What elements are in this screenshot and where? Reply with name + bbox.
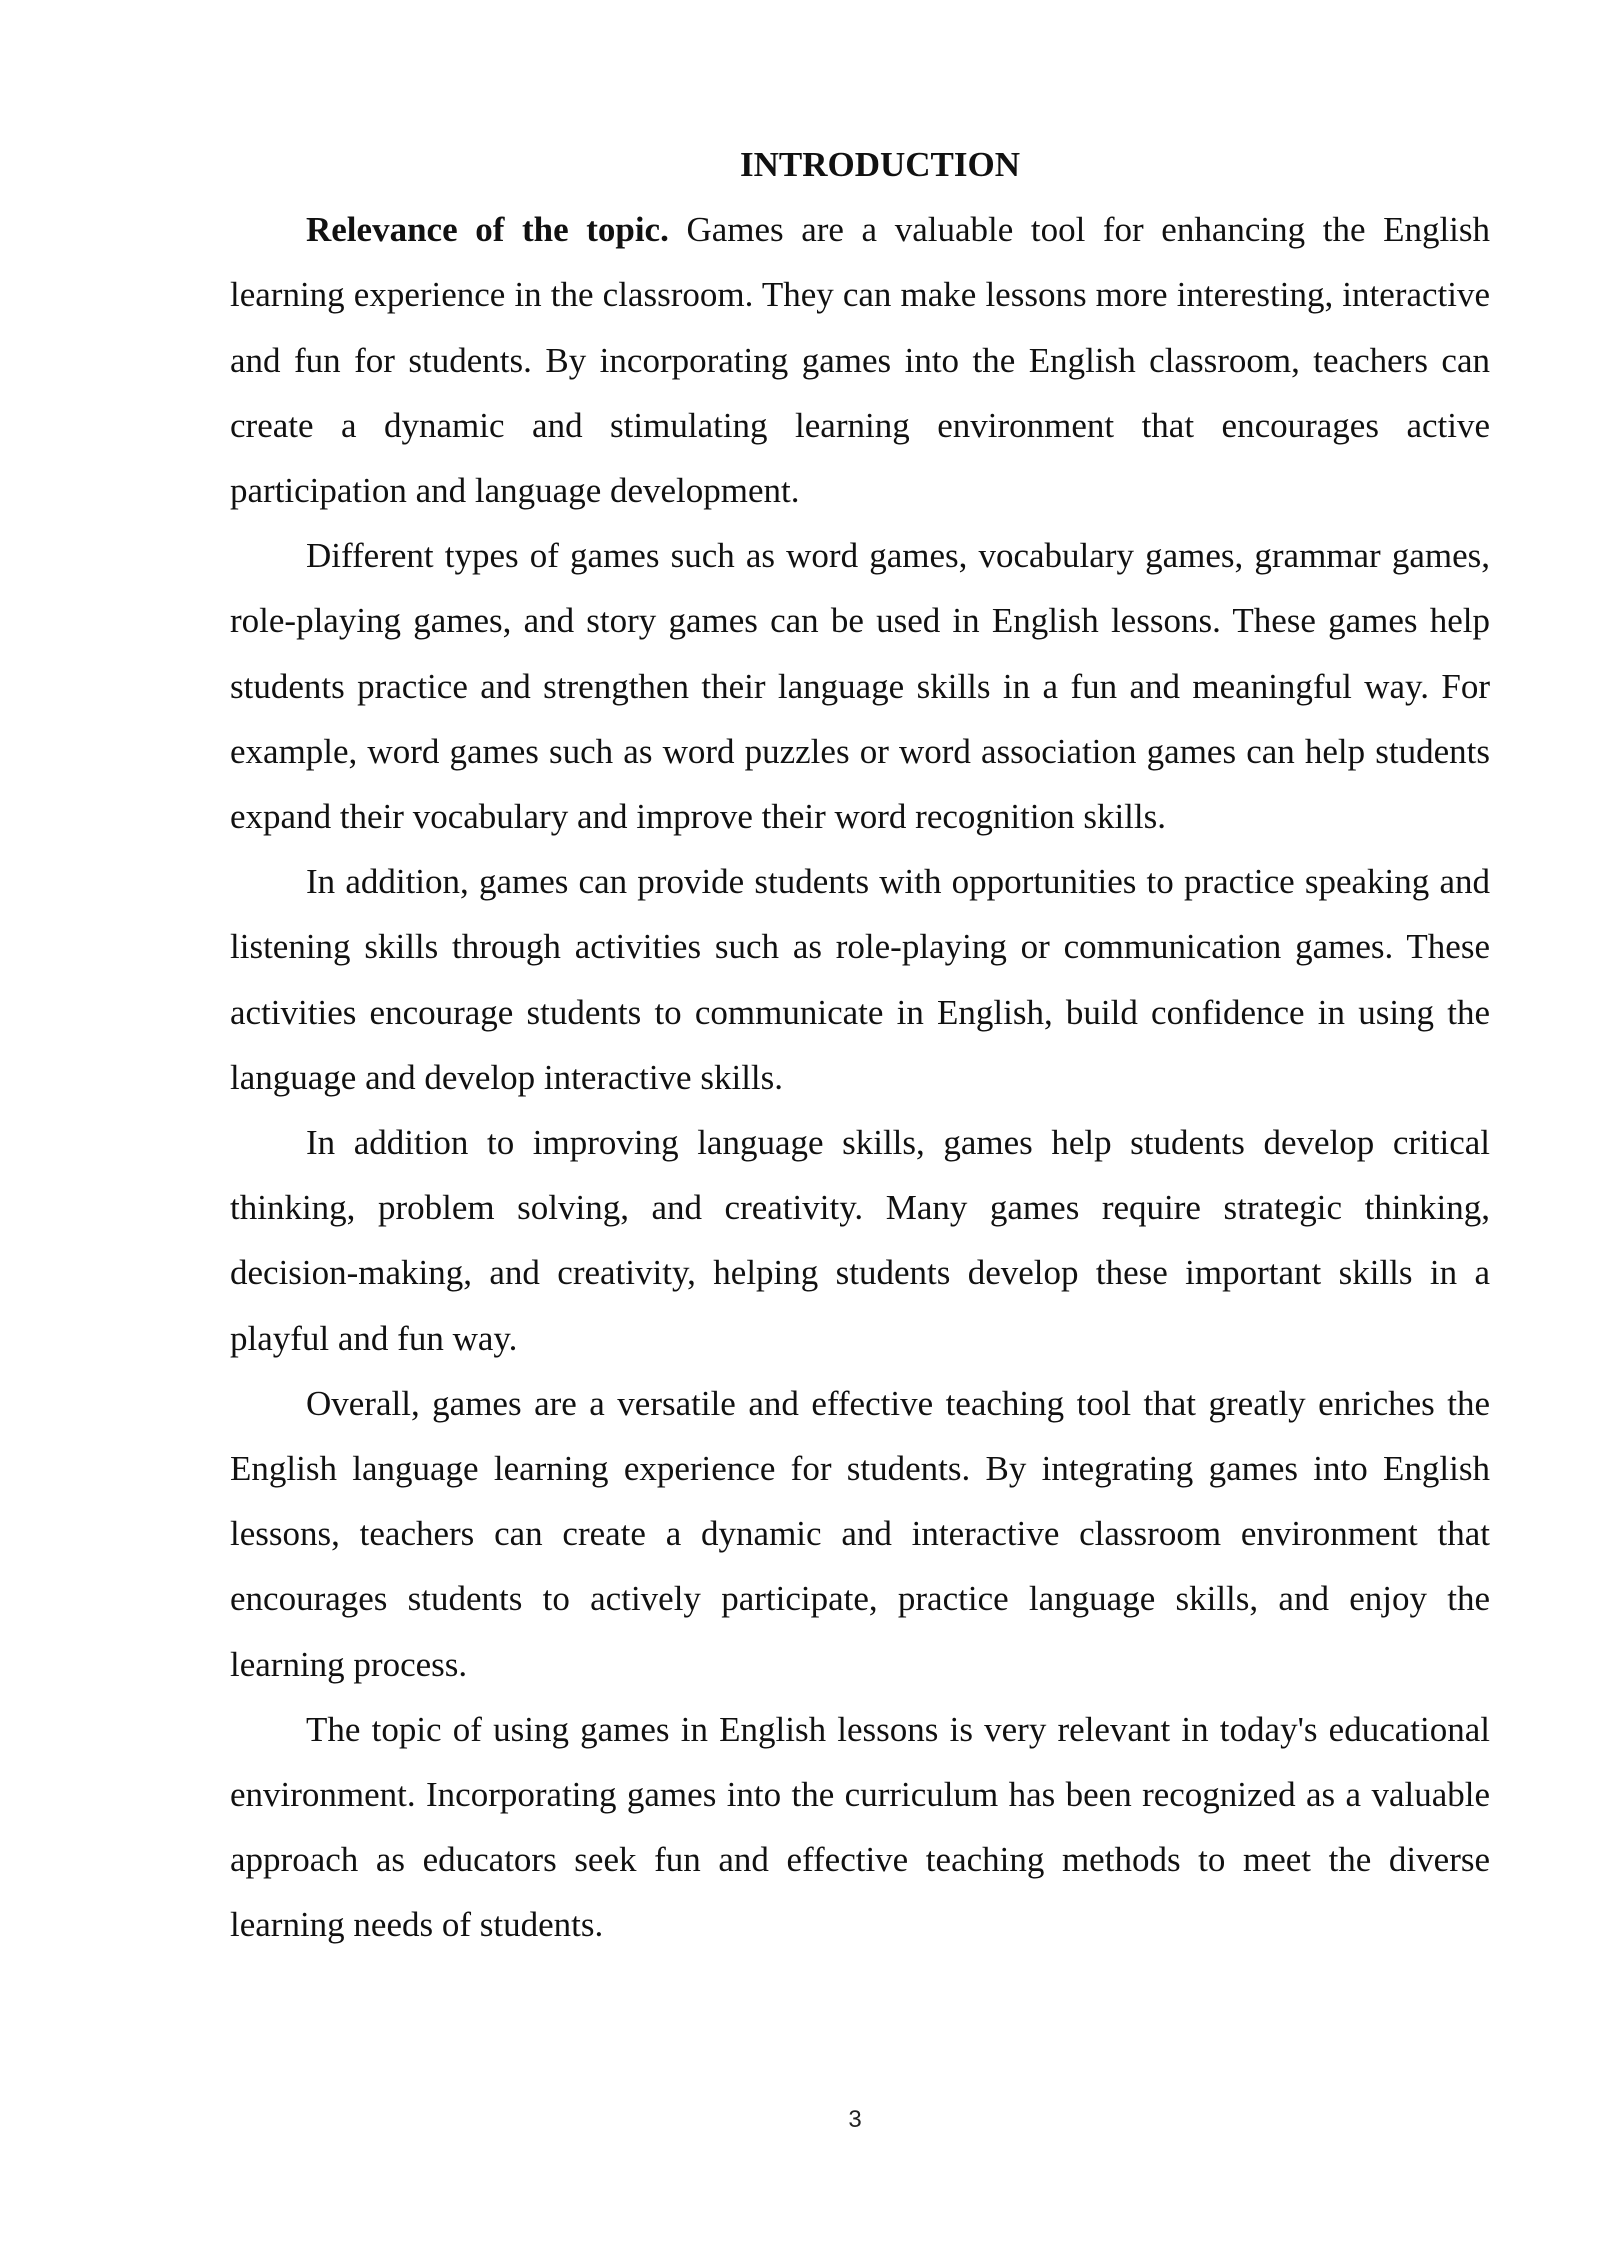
paragraph-speaking-listening: In addition, games can provide students with opportunities to practice speaking and listening skills through activities such as role-playing or communication games. These activities encourage students to communicate in English, build confidence in using the language and develop interactive skills. [230, 862, 1490, 1097]
page-content [230, 132, 1490, 1958]
page-number: 3 [848, 2106, 862, 2133]
paragraph-relevance-today: The topic of using games in English lessons is very relevant in today's educational environment. Incorporating games into the curriculum has been recognized as a valuable approach as educators seek fun and effective teaching methods to meet the diverse learning needs of students. [230, 1709, 1490, 1945]
paragraph-text: Games are a valuable tool for enhancing the English learning experience in the classroom. They can make lessons more interesting, interactive and fun for students. By incorporating games into the English classroom, teachers can create a dynamic and stimulating learning environment that encourages active participation and language development. [230, 210, 1491, 511]
paragraph-critical-thinking: In addition to improving language skills, games help students develop critical thinking, problem solving, and creativity. Many games require strategic thinking, decision-making, and creativity, helping students develop these important skills in a playful and fun way. [230, 1123, 1490, 1358]
section-heading: INTRODUCTION [739, 145, 1021, 184]
paragraph-overall: Overall, games are a versatile and effective teaching tool that greatly enriches the English language learning experience for students. By integrating games into English lessons, teachers can create a dynamic and interactive classroom environment that encourages students to actively participate, practice language skills, and enjoy the learning process. [230, 1383, 1490, 1684]
paragraph-lead: Relevance of the topic. [306, 210, 669, 250]
paragraph-game-types: Different types of games such as word games, vocabulary games, grammar games, role-playing games, and story games can be used in English lessons. These games help students practice and strengthen their language skills in a fun and meaningful way. For example, word games such as word puzzles or word association games can help students expand their vocabulary and improve their word recognition skills. [230, 536, 1490, 837]
paragraph-relevance [230, 197, 1490, 523]
